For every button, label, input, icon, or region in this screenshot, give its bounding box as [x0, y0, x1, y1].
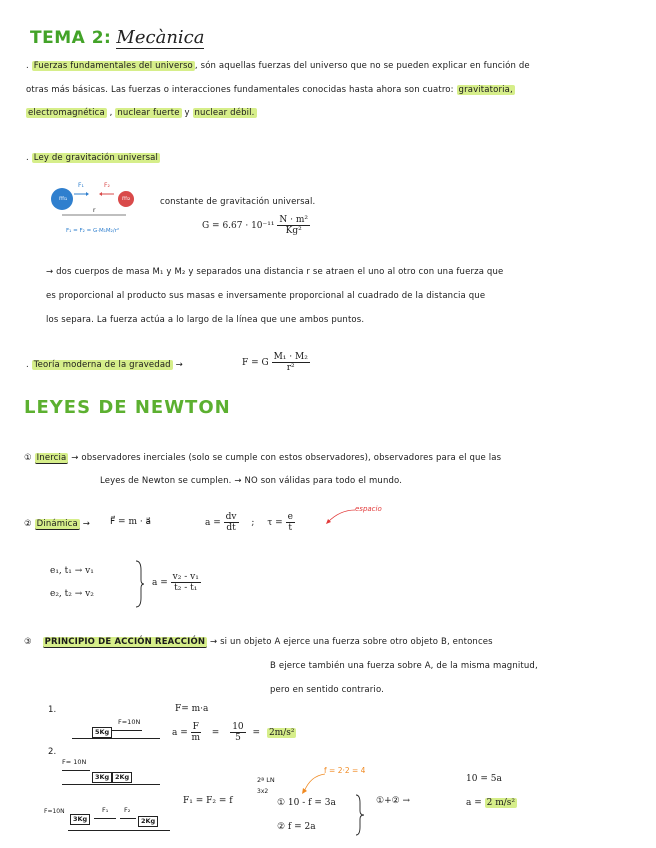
- action-text-1: → si un objeto A ejerce una fuerza sobre otro objeto B, entonces: [209, 637, 493, 647]
- second-law-sub: 3x2: [257, 788, 269, 795]
- highlight-electromagnetic: electromagnética: [28, 108, 105, 118]
- force-f1: F₁: [102, 806, 109, 814]
- highlight-gravitational: gravitatoria,: [458, 85, 513, 95]
- ground-line: [72, 738, 160, 739]
- inertia-line-2: Leyes de Newton se cumplen. → NO son válidas para todo el mundo.: [100, 476, 403, 486]
- block-3kg: 3Kg: [70, 814, 90, 825]
- force-arrow: [112, 730, 142, 731]
- inertia-text-1: → observadores inerciales (solo se cumple con estos observadores), observadores para el que las: [71, 453, 502, 463]
- value-num: 10: [232, 722, 244, 732]
- sum-equation: 10 = 5a: [466, 774, 502, 784]
- gravitation-desc-3: los separa. La fuerza actúa a lo largo de la línea que une ambos puntos.: [46, 315, 365, 325]
- equation-2: ② f = 2a: [277, 822, 316, 832]
- block-5kg: 5Kg: [92, 727, 112, 738]
- modern-theory: [26, 359, 183, 371]
- a-fraction: [224, 512, 239, 533]
- block-2kg: 2Kg: [112, 772, 132, 783]
- avg-num: v₂ - v₁: [172, 572, 199, 582]
- highlight-fundamental-forces: Fuerzas fundamentales del universo: [33, 61, 193, 71]
- force-2-label: F₂: [104, 182, 110, 189]
- dynamics-row-2: e₂, t₂ → v₂: [50, 589, 94, 599]
- modern-fraction: [272, 352, 310, 373]
- title-name: Mecànica: [116, 27, 205, 48]
- example-1-law: F= m·a: [175, 704, 209, 714]
- block-3kg: 3Kg: [92, 772, 112, 783]
- t-den: t: [288, 523, 293, 533]
- dynamics-row-1: e₁, t₁ → v₁: [50, 566, 94, 576]
- space-annotation: espacio: [355, 505, 382, 513]
- result-left: a =: [466, 798, 482, 808]
- inertia-label: Inercia: [36, 453, 67, 463]
- intro-line-1: [26, 60, 530, 72]
- avg-acceleration: [152, 572, 201, 593]
- equals: =: [252, 728, 261, 738]
- ground-line: [62, 784, 160, 785]
- modern-num: M₁ · M₂: [273, 352, 308, 362]
- gravitation-heading-text: Ley de gravitación universal: [33, 153, 159, 163]
- equals: =: [211, 728, 220, 738]
- inertia-line-1: [24, 452, 501, 464]
- action-number: ③: [24, 637, 32, 647]
- highlight-strong-nuclear: nuclear fuerte: [117, 108, 180, 118]
- modern-theory-label: Teoría moderna de la gravedad: [33, 360, 171, 370]
- gravitation-heading: [26, 152, 160, 164]
- constant-label: constante de gravitación universal.: [160, 197, 316, 207]
- calc-fraction: [191, 722, 201, 743]
- a-den: dt: [226, 523, 236, 533]
- acceleration-formula: [205, 512, 295, 533]
- force-label: F=10N: [44, 808, 65, 815]
- dynamics-formula: F⃗ = m · a⃗: [110, 517, 152, 527]
- calc-num: F: [192, 722, 199, 732]
- mass-2-label: m₂: [122, 195, 131, 202]
- action-label: PRINCIPIO DE ACCIÓN REACCIÓN: [44, 637, 206, 647]
- block-2kg: 2Kg: [138, 816, 158, 827]
- g-units-num: N · m²: [279, 215, 308, 225]
- intro-line-3: [26, 107, 257, 119]
- ground-line: [68, 830, 170, 831]
- force-f2-arrow: [120, 818, 136, 819]
- dynamics-number: ②: [24, 519, 32, 529]
- value-fraction: [230, 722, 245, 743]
- a-num: dv: [225, 512, 237, 522]
- f-note: f = 2·2 = 4: [324, 766, 366, 775]
- equal-forces: F₁ = F₂ = f: [183, 796, 233, 806]
- example-2-diagram-1: [62, 758, 162, 786]
- force-label: F= 10N: [62, 758, 87, 766]
- modern-formula: [242, 352, 310, 373]
- dynamics-line: [24, 518, 90, 530]
- dynamics-label: Dinámica: [36, 519, 78, 529]
- intro-text-1: , són aquellas fuerzas del universo que no se pueden explicar en función de: [194, 61, 530, 71]
- avg-den: t₂ - t₁: [174, 583, 198, 593]
- separator: y: [184, 108, 190, 118]
- gravitation-desc-1: → dos cuerpos de masa M₁ y M₂ y separados una distancia r se atraen el uno al otro con una fuerza que: [46, 267, 504, 277]
- annotation-arrow: [322, 506, 356, 526]
- gravitation-desc-2: es proporcional al producto sus masas e inversamente proporcional al cuadrado de la distancia que: [46, 291, 486, 301]
- action-line-1: [24, 636, 493, 648]
- t-num: e: [287, 512, 293, 522]
- arrow: →: [175, 360, 183, 370]
- g-constant-value: G = 6.67 · 10⁻¹¹: [202, 221, 275, 231]
- t-fraction: [286, 512, 295, 533]
- action-line-3: pero en sentido contrario.: [270, 685, 384, 695]
- acceleration-result: [466, 798, 517, 808]
- example-1-diagram: [72, 718, 162, 740]
- force-f2: F₂: [124, 806, 131, 814]
- brace-right: [355, 794, 365, 836]
- avg-left: a =: [152, 578, 168, 588]
- modern-formula-left: F = G: [242, 358, 269, 368]
- g-units: [277, 215, 310, 236]
- example-2-result: 2 m/s²: [486, 798, 516, 808]
- title-prefix: TEMA 2:: [30, 28, 112, 48]
- bullet: .: [26, 61, 29, 71]
- value-den: 5: [235, 733, 241, 743]
- inertia-number: ①: [24, 453, 32, 463]
- second-law-label: 2ª LN: [257, 776, 275, 784]
- a-left: a =: [205, 518, 221, 528]
- note-arrow: [300, 772, 326, 796]
- modern-den: r²: [286, 363, 295, 373]
- mass-1-label: m₁: [59, 195, 68, 202]
- calc-den: m: [191, 733, 201, 743]
- example-1-number: 1.: [48, 705, 57, 715]
- example-1-result: 2m/s²: [268, 728, 295, 738]
- g-units-den: Kg²: [285, 226, 302, 236]
- intro-line-2: [26, 84, 515, 96]
- force-arrow: [62, 770, 90, 771]
- separator: ,: [109, 108, 113, 118]
- intro-text-2: otras más básicas. Las fuerzas o interacciones fundamentales conocidas hasta ahora son cuatro:: [26, 85, 454, 95]
- force-1-label: F₁: [78, 182, 84, 189]
- action-line-2: B ejerce también una fuerza sobre A, de la misma magnitud,: [270, 661, 538, 671]
- bullet: .: [26, 153, 29, 163]
- equation-1: ① 10 - f = 3a: [277, 798, 336, 808]
- newton-laws-title: LEYES DE NEWTON: [24, 397, 231, 418]
- example-2-diagram-2: [44, 804, 174, 834]
- t-left: τ =: [267, 518, 283, 528]
- avg-fraction: [171, 572, 201, 593]
- separator: ;: [251, 518, 255, 528]
- example-2-number: 2.: [48, 747, 57, 757]
- distance-label: r: [93, 207, 96, 214]
- force-f1-arrow: [94, 818, 116, 819]
- calc-left: a =: [172, 728, 188, 738]
- g-constant: [202, 215, 310, 236]
- example-1-calc: [172, 722, 296, 743]
- page-title: [30, 27, 204, 48]
- bullet: .: [26, 360, 29, 370]
- mini-formula: F₁ = F₂ = G·M₁M₂/r²: [66, 228, 120, 234]
- highlight-weak-nuclear: nuclear débil.: [194, 108, 255, 118]
- combine-equations: ①+② →: [376, 796, 411, 806]
- brace: [135, 560, 145, 608]
- arrow: →: [82, 519, 91, 529]
- force-label: F=10N: [118, 718, 141, 726]
